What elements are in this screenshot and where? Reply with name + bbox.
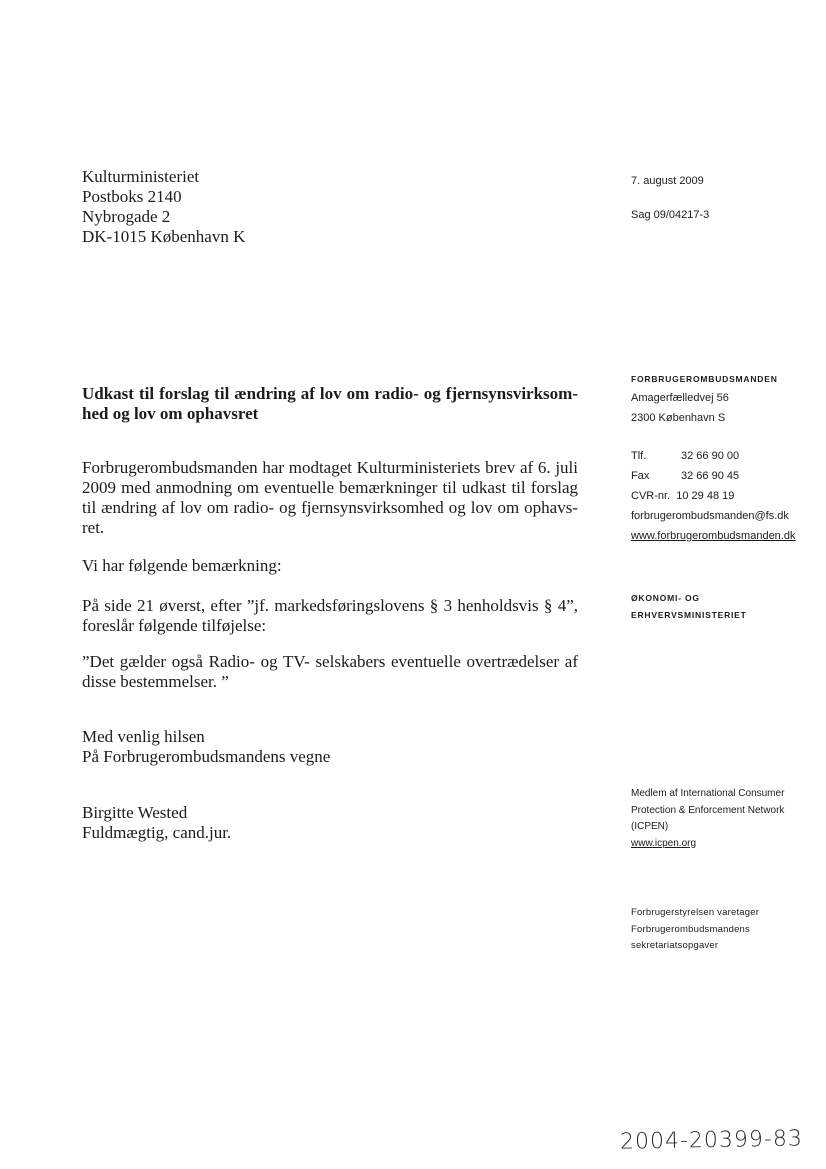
icpen-membership [631, 786, 784, 852]
body-p1-line-2: 2009 med anmodning om eventuelle bemærkninger til udkast til forslag [82, 478, 578, 497]
closing [82, 727, 330, 767]
sender-city: 2300 København S [631, 412, 726, 424]
sender-website-link[interactable]: www.forbrugerombudsmanden.dk [631, 530, 796, 542]
phone-value: 32 66 90 00 [681, 450, 740, 462]
fax-value: 32 66 90 45 [681, 470, 740, 482]
ministry-name [631, 590, 747, 624]
recipient-street: Nybrogade 2 [82, 207, 171, 226]
sender-address [631, 388, 729, 428]
body-p1-line-1: Forbrugerombudsmanden har modtaget Kulturministeriets brev af 6. juli [82, 458, 578, 477]
secretariat-line-2: Forbrugerombudsmandens [631, 923, 750, 935]
handwritten-reference: 2004-20399-83 [619, 1126, 804, 1155]
cvr-value: 10 29 48 19 [676, 490, 735, 502]
secretariat-note [631, 905, 759, 955]
phone-row [631, 446, 795, 466]
cvr-label: CVR-nr. [631, 490, 671, 502]
icpen-line-2: Protection & Enforcement Network [631, 804, 785, 816]
sender-org-name: FORBRUGEROMBUDSMANDEN [631, 374, 778, 384]
subject-line-1: Udkast til forslag til ændring af lov om radio- og fjernsynsvirksom- [82, 384, 578, 403]
signature [82, 803, 231, 843]
closing-greeting: Med venlig hilsen [82, 727, 205, 746]
ministry-line-1: ØKONOMI- OG [631, 593, 700, 603]
sender-contact [631, 446, 795, 546]
closing-on-behalf: På Forbrugerombudsmandens vegne [82, 747, 331, 766]
case-number: Sag 09/04217-3 [631, 209, 710, 221]
body-p1-line-3: til ændring af lov om radio- og fjernsynsvirksomhed og lov om ophavs- [82, 498, 578, 517]
body-p3-line-2: foreslår følgende tilføjelse: [82, 616, 267, 635]
letter-date: 7. august 2009 [631, 175, 704, 187]
subject-line-2: hed og lov om ophavsret [82, 404, 259, 423]
cvr-row [631, 486, 795, 506]
body-paragraph-3 [82, 596, 578, 636]
letter-subject [82, 384, 578, 424]
sender-email[interactable]: forbrugerombudsmanden@fs.dk [631, 510, 789, 522]
body-paragraph-4 [82, 652, 578, 692]
fax-label: Fax [631, 470, 650, 482]
recipient-address [82, 167, 245, 247]
recipient-name: Kulturministeriet [82, 167, 200, 186]
body-paragraph-1 [82, 458, 578, 538]
body-p4-line-1: ”Det gælder også Radio- og TV- selskabers eventuelle overtrædelser af [82, 652, 578, 671]
recipient-city: DK-1015 København K [82, 227, 246, 246]
signature-title: Fuldmægtig, cand.jur. [82, 823, 232, 842]
phone-label: Tlf. [631, 450, 647, 462]
recipient-postbox: Postboks 2140 [82, 187, 182, 206]
signature-name: Birgitte Wested [82, 803, 188, 822]
icpen-line-3: (ICPEN) [631, 821, 669, 832]
sender-street: Amagerfælledvej 56 [631, 392, 729, 404]
secretariat-line-1: Forbrugerstyrelsen varetager [631, 907, 760, 918]
fax-row [631, 466, 795, 486]
icpen-website-link[interactable]: www.icpen.org [631, 837, 697, 849]
icpen-line-1: Medlem af International Consumer [631, 788, 785, 799]
body-paragraph-2: Vi har følgende bemærkning: [82, 556, 282, 575]
secretariat-line-3: sekretariatsopgaver [631, 940, 719, 951]
body-p3-line-1: På side 21 øverst, efter ”jf. markedsføringslovens § 3 henholdsvis § 4”, [82, 596, 578, 615]
ministry-line-2: ERHVERVSMINISTERIET [631, 610, 747, 620]
body-p4-line-2: disse bestemmelser. ” [82, 672, 229, 691]
body-p1-line-4: ret. [82, 518, 105, 537]
